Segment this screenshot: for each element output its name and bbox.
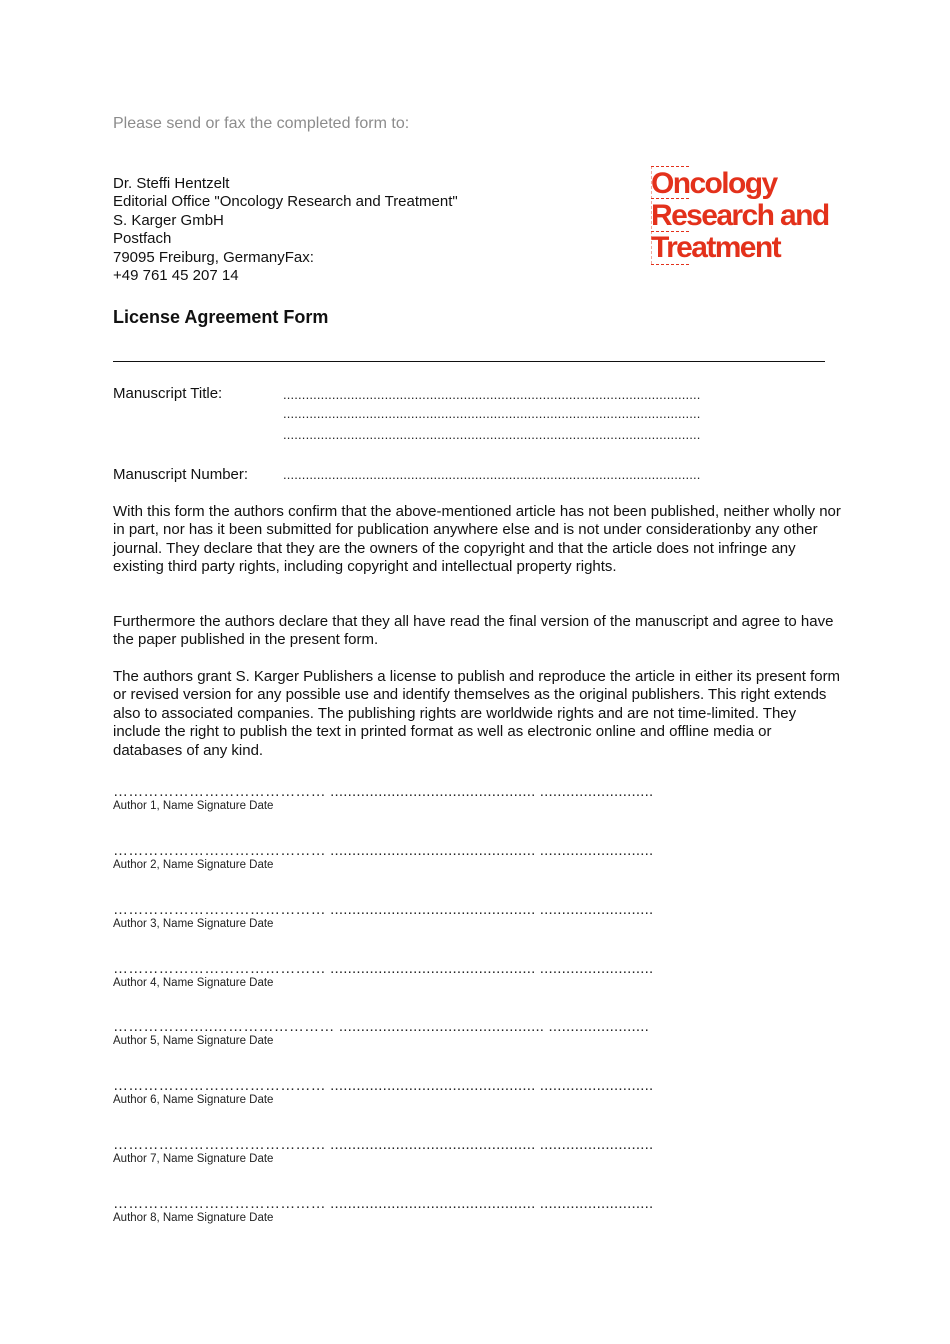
signature-caption: Author 2, Name Signature Date: [113, 859, 274, 871]
signature-line[interactable]: …………………………………… ............................................... ..........................: [113, 1077, 654, 1094]
logo-word-treatment: Treatment: [651, 231, 780, 264]
signature-caption: Author 7, Name Signature Date: [113, 1153, 274, 1165]
manuscript-title-field[interactable]: ...............................................................................................................: [283, 406, 701, 421]
manuscript-number-label: Manuscript Number:: [113, 466, 249, 483]
address-line: +49 761 45 207 14: [113, 267, 239, 285]
signature-caption: Author 1, Name Signature Date: [113, 800, 274, 812]
logo-word-oncology: Oncology: [651, 167, 777, 200]
signature-line[interactable]: …………………………………… ............................................... ..........................: [113, 1136, 654, 1153]
signature-caption: Author 5, Name Signature Date: [113, 1035, 274, 1047]
address-line: S. Karger GmbH: [113, 211, 224, 229]
signature-line[interactable]: …………………………………… ............................................... ..........................: [113, 960, 654, 977]
signature-line[interactable]: …………………………………… ............................................... ..........................: [113, 783, 654, 800]
manuscript-title-field[interactable]: ...............................................................................................................: [283, 427, 701, 442]
manuscript-title-label: Manuscript Title:: [113, 385, 223, 402]
signature-line[interactable]: …………………………………… ............................................... ..........................: [113, 1195, 654, 1212]
send-to-instruction: Please send or fax the completed form to:: [113, 115, 410, 132]
divider: [113, 361, 825, 362]
signature-line[interactable]: …………………………………… ............................................... ..........................: [113, 842, 654, 859]
manuscript-number-field[interactable]: ...............................................................................................................: [283, 467, 701, 482]
address-line: Dr. Steffi Hentzelt: [113, 175, 230, 192]
logo-guide-dash: [651, 264, 689, 265]
mailing-address: [113, 175, 458, 285]
signature-line[interactable]: …………………………………… ............................................... ..........................: [113, 901, 654, 918]
signature-caption: Author 4, Name Signature Date: [113, 977, 274, 989]
logo-word-research: Research and: [651, 199, 829, 232]
manuscript-title-field[interactable]: ...............................................................................................................: [283, 387, 701, 402]
address-line: 79095 Freiburg, GermanyFax:: [113, 248, 314, 266]
paragraph-final-version: Furthermore the authors declare that they all have read the final version of the manuscript and agree to have the paper published in the present form.: [113, 613, 834, 649]
journal-logo: [651, 164, 851, 268]
address-line: Postfach: [113, 230, 172, 248]
signature-caption: Author 6, Name Signature Date: [113, 1094, 274, 1106]
signature-caption: Author 8, Name Signature Date: [113, 1212, 274, 1224]
signature-line[interactable]: ………………..…………………… ............................................... .......................: [113, 1018, 649, 1035]
form-title: License Agreement Form: [113, 307, 329, 327]
signature-caption: Author 3, Name Signature Date: [113, 918, 274, 930]
paragraph-license-grant: The authors grant S. Karger Publishers a license to publish and reproduce the article in either its present form or revised version for any possible use and identify themselves as the original publishers. This right extends also to associated companies. The publishing rights are worldwide rights and are not time-limited. They include the right to publish the text in printed format as well as electronic online and offline media or databases of any kind.: [113, 668, 841, 759]
address-line: Editorial Office "Oncology Research and Treatment": [113, 193, 458, 211]
paragraph-originality: With this form the authors confirm that the above-mentioned article has not been published, neither wholly nor in part, nor has it been submitted for publication anywhere else and is not under considerationby any other journal. They declare that they are the owners of the copyright and that the article does not infringe any existing third party rights, including copyright and intellectual property rights.: [113, 503, 841, 576]
